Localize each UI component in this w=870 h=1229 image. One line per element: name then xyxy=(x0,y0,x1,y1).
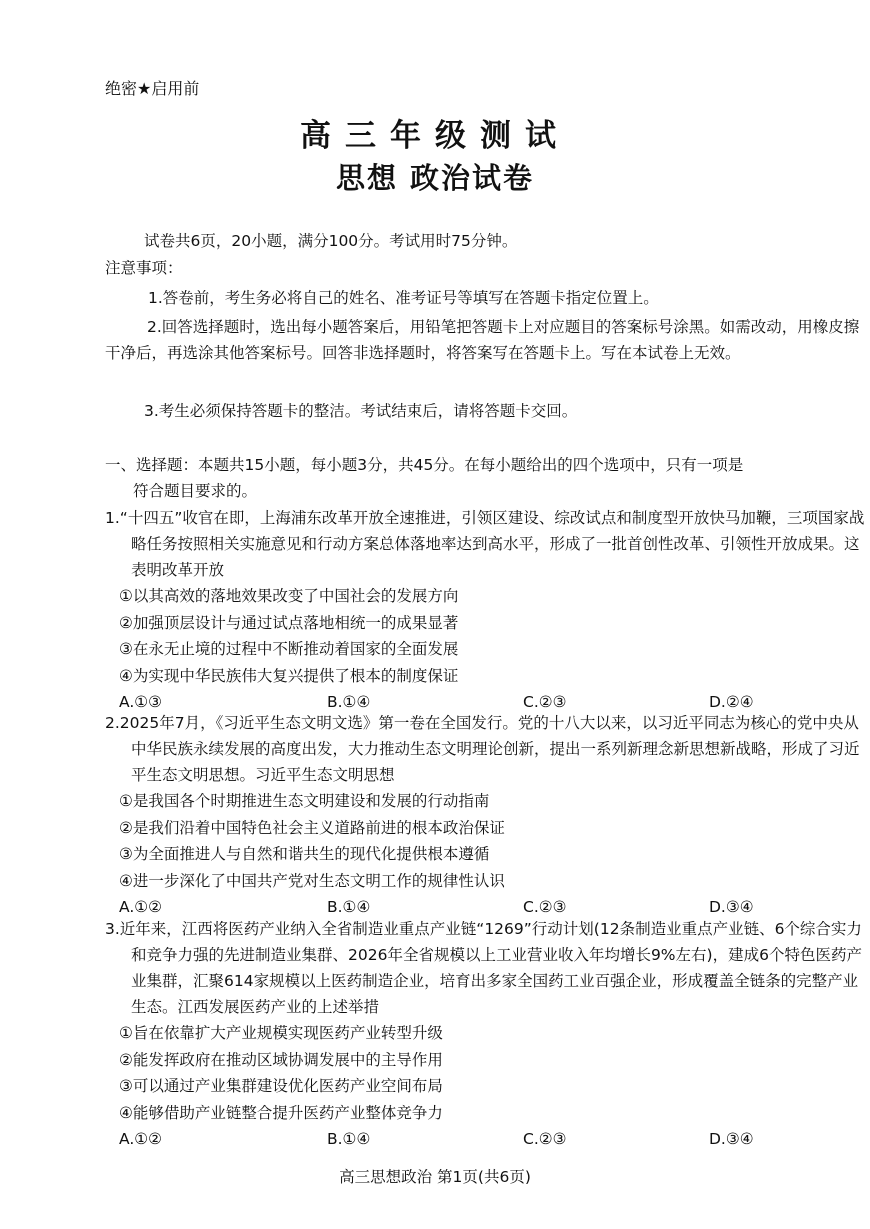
exam-subtitle: 思想 政治试卷 xyxy=(335,161,535,195)
answer-choices xyxy=(105,1126,870,1152)
notes-title: 注意事项： xyxy=(105,259,183,277)
section-heading-line1: 一、选择题：本题共15小题，每小题3分，共45分。在每小题给出的四个选项中，只有一项是 xyxy=(105,456,744,474)
option-statement-2: ②加强顶层设计与通过试点落地相统一的成果显著 xyxy=(119,613,459,632)
choice-c: C.②③ xyxy=(523,898,567,916)
note-2: 2.回答选择题时，选出每小题答案后，用铅笔把答题卡上对应题目的答案标号涂黑。如需改动，用橡皮擦干净后，再选涂其他答案标号。回答非选择题时，将答案写在答题卡上。写在本试卷上无效。 xyxy=(105,318,860,362)
option-statement-3: ③可以通过产业集群建设优化医药产业空间布局 xyxy=(119,1077,443,1095)
option-statement-3: ③为全面推进人与自然和谐共生的现代化提供根本遵循 xyxy=(119,845,490,863)
choice-a: A.①② xyxy=(119,1130,163,1148)
page-footer: 高三思想政治 第1页(共6页) xyxy=(339,1168,531,1186)
option-statement-1: ①是我国各个时期推进生态文明建设和发展的行动指南 xyxy=(119,792,490,810)
option-statement-4: ④进一步深化了中国共产党对生态文明工作的规律性认识 xyxy=(119,871,505,890)
exam-title: 高三年级测试 xyxy=(300,118,570,154)
question-stem: 3.近年来，江西将医药产业纳入全省制造业重点产业链“1269”行动计划(12条制造业重点产业链、6个综合实力和竞争力强的先进制造业集群、2026年全省规模以上工业营业收入年均增长9%左右)，建成6个特色医药产业集群，汇聚614家规模以上医药制造企业，培育出多家全国药工业百强企业，形成覆盖全链条的完整产业生态。江西发展医药产业的上述举措 xyxy=(105,920,862,1016)
choice-a: A.①③ xyxy=(119,693,163,711)
option-statement-2: ②是我们沿着中国特色社会主义道路前进的根本政治保证 xyxy=(119,818,505,837)
section-heading-line2: 符合题目要求的。 xyxy=(133,482,258,500)
note-3: 3.考生必须保持答题卡的整洁。考试结束后，请将答题卡交回。 xyxy=(144,402,578,420)
choice-c: C.②③ xyxy=(523,1130,567,1148)
exam-info: 试卷共6页，20小题，满分100分。考试用时75分钟。 xyxy=(144,232,518,250)
option-statement-4: ④能够借助产业链整合提升医药产业整体竞争力 xyxy=(119,1103,443,1122)
option-statement-3: ③在永无止境的过程中不断推动着国家的全面发展 xyxy=(119,640,459,658)
option-statement-1: ①以其高效的落地效果改变了中国社会的发展方向 xyxy=(119,587,459,605)
option-statement-1: ①旨在依靠扩大产业规模实现医药产业转型升级 xyxy=(119,1024,443,1042)
note-1: 1.答卷前，考生务必将自己的姓名、准考证号等填写在答题卡指定位置上。 xyxy=(148,289,659,307)
option-statement-2: ②能发挥政府在推动区域协调发展中的主导作用 xyxy=(119,1050,443,1069)
question-1 xyxy=(105,505,870,715)
question-stem: 2.2025年7月，《习近平生态文明文选》第一卷在全国发行。党的十八大以来，以习近平同志为核心的党中央从中华民族永续发展的高度出发，大力推动生态文明理论创新，提出一系列新理念新思想新战略，形成了习近平生态文明思想。习近平生态文明思想 xyxy=(105,714,860,784)
choice-d: D.③④ xyxy=(709,898,754,916)
question-3 xyxy=(105,916,870,1152)
choice-b: B.①④ xyxy=(327,898,371,916)
choice-d: D.③④ xyxy=(709,1130,754,1148)
confidential-label: 绝密★启用前 xyxy=(105,79,200,98)
question-stem: 1.“十四五”收官在即，上海浦东改革开放全速推进，引领区建设、综改试点和制度型开放快马加鞭，三项国家战略任务按照相关实施意见和行动方案总体落地率达到高水平，形成了一批首创性改革、引领性开放成果。这表明改革开放 xyxy=(105,509,865,579)
choice-b: B.①④ xyxy=(327,693,371,711)
choice-a: A.①② xyxy=(119,898,163,916)
choice-b: B.①④ xyxy=(327,1130,371,1148)
option-statement-4: ④为实现中华民族伟大复兴提供了根本的制度保证 xyxy=(119,666,459,685)
question-2 xyxy=(105,710,870,920)
section-heading xyxy=(105,452,870,504)
choice-d: D.②④ xyxy=(709,693,754,711)
choice-c: C.②③ xyxy=(523,693,567,711)
